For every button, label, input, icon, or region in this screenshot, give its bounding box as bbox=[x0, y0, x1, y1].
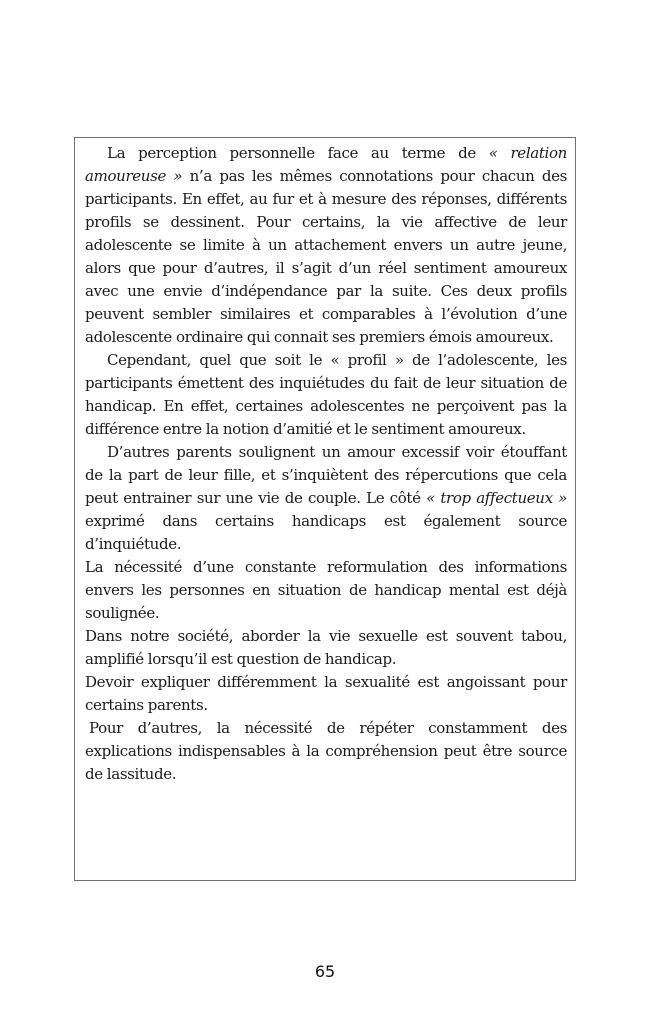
text-run: D’autres parents soulignent un amour excessif voir étouffant de la part de leur fille, et s’inquiètent des répercutions que cela peut entrainer sur une vie de couple. Le côté bbox=[85, 443, 567, 507]
paragraph-lassitude bbox=[85, 717, 567, 786]
page-number: 65 bbox=[314, 962, 336, 981]
body-text bbox=[85, 142, 567, 786]
text-run: Pour d’autres, la nécessité de répéter constamment des explications indispensables à la compréhension peut être source de lassitude. bbox=[85, 719, 567, 783]
italic-quote-relation-amoureuse: « relation amoureuse » bbox=[85, 144, 567, 185]
text-run: n’a pas les mêmes connotations pour chacun des participants. En effet, au fur et à mesure des réponses, différents profils se dessinent. Pour certains, la vie affective de leur adolescente se limite à un attachement envers un autre jeune, alors que pour d’autres, il s’agit d’un réel sentiment amoureux avec une envie d’indépendance par la suite. Ces deux profils peuvent sembler similaires et comparables à l’évolution d’une adolescente ordinaire qui connait ses premiers émois amoureux. bbox=[85, 167, 567, 346]
text-run: Cependant, quel que soit le « profil » de l’adolescente, les participants émettent des inquiétudes du fait de leur situation de handicap. En effet, certaines adolescentes ne perçoivent pas la différence entre la notion d’amitié et le sentiment amoureux. bbox=[85, 351, 567, 438]
text-run: Dans notre société, aborder la vie sexuelle est souvent tabou, amplifié lorsqu’il est question de handicap. bbox=[85, 627, 567, 668]
text-run: exprimé dans certains handicaps est également source d’inquiétude. bbox=[85, 512, 567, 553]
paragraph-reformulation bbox=[85, 556, 567, 625]
paragraph-autres-parents bbox=[85, 441, 567, 556]
text-run: La perception personnelle face au terme de bbox=[107, 144, 489, 162]
text-run: Devoir expliquer différemment la sexualité est angoissant pour certains parents. bbox=[85, 673, 567, 714]
paragraph-perception bbox=[85, 142, 567, 349]
paragraph-cependant bbox=[85, 349, 567, 441]
text-run: La nécessité d’une constante reformulation des informations envers les personnes en situation de handicap mental est déjà soulignée. bbox=[85, 558, 567, 622]
paragraph-devoir-expliquer bbox=[85, 671, 567, 717]
paragraph-societe bbox=[85, 625, 567, 671]
italic-quote-trop-affectueux: « trop affectueux » bbox=[426, 489, 567, 507]
